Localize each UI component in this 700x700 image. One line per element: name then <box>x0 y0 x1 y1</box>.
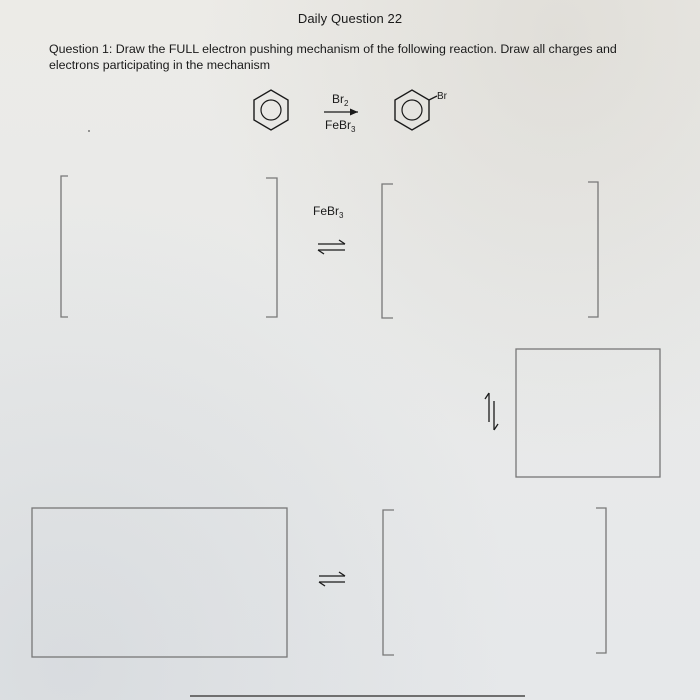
product-substituent-label: Br <box>437 91 447 102</box>
forward-arrow-icon <box>324 109 358 116</box>
bromobenzene-product-icon <box>395 90 437 130</box>
bottom-equilibrium-arrows-icon <box>319 572 345 586</box>
vertical-equilibrium-arrows-icon <box>485 393 498 430</box>
answer-box-bottom-left[interactable] <box>32 508 287 657</box>
equilibrium-arrows-icon <box>318 240 345 254</box>
page-title: Daily Question 22 <box>297 11 403 26</box>
bracket-right-step1 <box>266 178 277 317</box>
bracket-right-step3 <box>596 508 606 653</box>
bracket-left-step2 <box>382 184 393 318</box>
answer-box-right[interactable] <box>516 349 660 477</box>
question-text: Question 1: Draw the FULL electron pushing mechanism of the following reaction. Draw all charges and electrons participating in the mechanism <box>49 42 617 72</box>
bracket-left-step3 <box>383 510 394 655</box>
catalyst-label: FeBr$_3$ <box>313 204 344 220</box>
page-bottom-edge <box>190 695 525 697</box>
benzene-reactant-icon <box>254 90 288 130</box>
bracket-left-step1 <box>61 176 68 317</box>
reagent-top-label: $Br_2$ <box>332 92 349 108</box>
stray-dot <box>88 130 90 132</box>
reagent-bottom-label: FeBr$_3$ <box>325 118 356 134</box>
bracket-right-step2 <box>588 182 598 317</box>
